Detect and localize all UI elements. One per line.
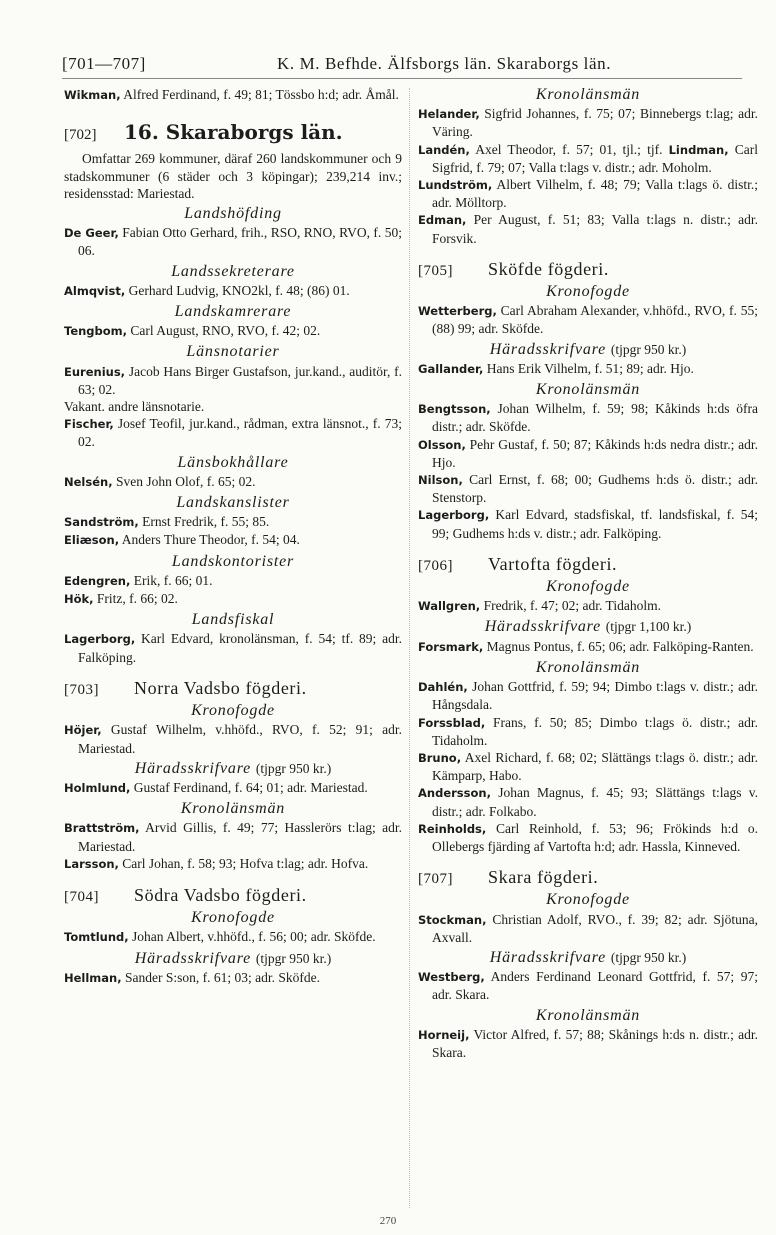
role-heading: Kronofogde [546,283,630,301]
entry-horneij [418,1026,758,1061]
role-heading: Kronolänsmän [535,658,641,676]
entry-name: Fischer, [64,417,114,432]
entry-text: Gustaf Wilhelm, v.hhöfd., RVO, f. 52; 91; adr. Mariestad. [78,722,402,756]
entry-gallander [418,360,758,378]
entry-text: Axel Richard, f. 68; 02; Slättängs t:lags ö. distr.; adr. Kämparp, Habo. [432,749,758,784]
role-heading: Landskontorister [171,552,295,570]
entry-name: De Geer, [64,226,119,241]
entry-name: Edengren, [64,573,131,588]
entry-text: Gustaf Ferdinand, f. 64; 01; adr. Mariestad. [130,779,368,795]
entry-fischer [64,415,402,450]
role-note: (tjpgr 950 kr.) [610,949,687,965]
entry-text: Christian Adolf, RVO., f. 39; 82; adr. Sjötuna, Axvall. [432,911,758,945]
role-heading: Kronolänsmän [180,800,286,818]
entry-text: Johan Magnus, f. 45; 93; Slättängs t:lags v. distr.; adr. Folkabo. [432,785,758,819]
section-title: Skara fögderi. [488,867,599,888]
entry-vakant: Vakant. andre länsnotarie. [64,399,205,415]
entry-lagerborg [64,630,402,665]
section-title: Vartofta fögderi. [488,553,618,574]
role-title: Häradsskrifvare [489,340,607,358]
role-heading: Kronofogde [546,578,630,596]
running-header [62,50,742,79]
entry-name: Eurenius, [64,364,126,379]
entry-de-geer [64,224,402,259]
entry-name: Wikman, [64,88,121,102]
role-title: Häradsskrifvare [484,618,601,636]
section-title: 16. Skaraborgs län. [124,120,343,145]
entry-name: Lagerborg, [64,632,136,647]
right-column [418,86,758,1061]
entry-lagerborg-2 [418,506,758,541]
left-column [64,86,402,987]
entry-westberg [418,968,758,1003]
role-heading: Kronolänsmän [535,86,641,103]
entry-tomtlund [64,928,402,946]
entry-text: Fritz, f. 66; 02. [93,591,178,607]
section-706-heading [418,553,758,575]
entry-edengren [64,572,402,590]
section-title: Södra Vadsbo fögderi. [134,884,307,905]
entry-name: Wallgren, [418,599,481,614]
entry-larsson [64,855,402,873]
entry-text: Albert Vilhelm, f. 48; 79; Valla t:lags ö. distr.; adr. Mölltorp. [432,177,758,211]
role-note: (tjpgr 1,100 kr.) [605,619,692,635]
entry-name: Tomtlund, [64,930,129,945]
entry-hojer [64,721,402,756]
role-heading: Kronolänsmän [535,1006,641,1024]
entry-hok [64,590,402,608]
entry-wetterberg [418,302,758,337]
entry-text: Hans Erik Vilhelm, f. 51; 89; adr. Hjo. [483,360,694,376]
entry-brattstrom [64,819,402,854]
section-title: Sköfde fögderi. [488,258,609,279]
entry-text: Fredrik, f. 47; 02; adr. Tidaholm. [480,598,661,614]
entry-name: Lagerborg, [418,508,490,523]
entry-name: Horneij, [418,1027,470,1042]
entry-name: Larsson, [64,856,119,871]
entry-forsmark [418,638,758,656]
section-number: [706] [418,557,453,574]
role-note: (tjpgr 950 kr.) [610,341,687,357]
entry-text: Sigfrid Johannes, f. 75; 07; Binnebergs t:lag; adr. Väring. [432,106,758,140]
entry-name: Westberg, [418,970,485,985]
role-heading: Landsfiskal [191,611,275,629]
entry-edman [418,211,758,246]
entry-name: Gallander, [418,361,484,376]
entry-text: Sven John Olof, f. 65; 02. [112,473,256,489]
role-title: Häradsskrifvare [134,759,252,777]
entry-name: Reinholds, [418,821,487,836]
entry-stockman [418,911,758,946]
role-heading [418,341,758,358]
entry-name: Höjer, [64,723,102,738]
entry-text: Anders Ferdinand Leonard Gottfrid, f. 57; 97; adr. Skara. [432,969,758,1003]
role-heading: Kronofogde [191,702,275,720]
entry-name: Holmlund, [64,780,131,795]
role-heading: Landssekreterare [171,262,295,280]
entry-name: Almqvist, [64,283,126,298]
role-heading [64,950,402,967]
entry-name: Brattström, [64,821,140,836]
page-number: 270 [379,1215,397,1227]
role-note: (tjpgr 950 kr.) [255,950,332,966]
entry-reinholds [418,820,758,855]
entry-name: Edman, [418,213,467,228]
section-number: [703] [64,681,99,698]
entry-name: Andersson, [418,786,491,801]
entry-text: Frans, f. 50; 85; Dimbo t:lags ö. distr.; adr. Tidaholm. [432,714,758,748]
entry-forssblad [418,714,758,749]
section-704-heading [64,884,402,906]
entry-name: Helander, [418,107,480,122]
entry-text: Alfred Ferdinand, f. 49; 81; Tössbo h:d; adr. Åmål. [120,87,399,102]
role-heading [418,949,758,966]
section-707-heading [418,869,758,888]
entry-name: Olsson, [418,437,466,452]
entry-wallgren [418,597,758,615]
role-note: (tjpgr 950 kr.) [255,760,332,776]
entry-text: Pehr Gustaf, f. 50; 87; Kåkinds h:ds nedra distr.; adr. Hjo. [432,436,758,470]
role-heading [418,618,758,635]
entry-name: Lundström, [418,178,493,193]
entry-helander [418,105,758,140]
entry-eliaeson [64,531,402,549]
entry-bruno [418,749,758,784]
entry-name: Bruno, [418,750,462,765]
entry-text: Axel Theodor, f. 57; 01, tjl.; tjf. [469,141,669,157]
entry-name: Bengtsson, [418,402,491,417]
entry-name: Dahlén, [418,680,468,695]
entry-name: Wetterberg, [418,304,497,319]
entry-dahlen [418,678,758,713]
section-number: [707] [418,871,453,888]
role-title: Häradsskrifvare [489,948,607,966]
entry-text: Carl Reinhold, f. 53; 96; Frökinds h:d o. Ollebergs fjärding af Vartofta h:d; adr. Hassla, Kinneved. [432,820,758,854]
entry-text: Carl Sigfrid, f. 79; 07; Valla t:lags v. distr.; adr. Moholm. [432,141,758,175]
entry-text: Sander S:son, f. 61; 03; adr. Sköfde. [121,969,320,985]
entry-nilson [418,471,758,506]
role-heading: Länsbokhållare [177,453,289,471]
entry-text: Fabian Otto Gerhard, frih., RSO, RNO, RVO, f. 50; 06. [78,225,402,259]
entry-name: Forssblad, [418,715,486,730]
entry-name: Landén, [418,142,470,157]
entry-text: Ernst Fredrik, f. 55; 85. [138,514,270,530]
entry-landen [418,141,758,176]
role-heading: Landshöfding [184,205,282,223]
entry-eurenius [64,363,402,398]
entry-text: Johan Gottfrid, f. 59; 94; Dimbo t:lags v. distr.; adr. Hångsdala. [432,679,758,713]
entry-text: Carl Abraham Alexander, v.hhöfd., RVO, f. 55; (88) 99; adr. Sköfde. [432,303,758,337]
entry-name: Nilson, [418,473,463,488]
entry-text: Johan Albert, v.hhöfd., f. 56; 00; adr. Sköfde. [128,929,376,945]
running-title: K. M. Befhde. Älfsborgs län. Skaraborgs län. [277,54,612,73]
county-intro: Omfattar 269 kommuner, däraf 260 landskommuner och 9 stadskommuner (6 städer och 3 köpingar); 239,214 inv.; residensstad: Mariestad. [64,151,402,201]
entry-text: Anders Thure Theodor, f. 54; 04. [119,532,300,548]
entry-text: Magnus Pontus, f. 65; 06; adr. Falköping-Ranten. [483,638,754,654]
entry-name: Eliæson, [64,533,120,548]
entry-name: Hök, [64,592,94,607]
entry-text: Johan Wilhelm, f. 59; 98; Kåkinds h:ds öfra distr.; adr. Sköfde. [432,401,758,435]
entry-text: Erik, f. 66; 01. [130,572,213,588]
section-title: Norra Vadsbo fögderi. [134,677,307,698]
entry-sandstrom [64,513,402,531]
entry-almqvist [64,282,402,300]
entry-olsson [418,436,758,471]
role-heading [64,760,402,777]
entry-hellman [64,969,402,987]
role-heading: Kronofogde [546,891,630,909]
role-heading: Kronofogde [191,909,275,927]
entry-tengbom [64,322,402,340]
entry-text: Victor Alfred, f. 57; 88; Skånings h:ds n. distr.; adr. Skara. [432,1026,758,1060]
page-range: [701—707] [62,54,146,73]
entry-text: Karl Edvard, stadsfiskal, tf. landsfiskal, f. 54; 99; Gudhems h:ds v. distr.; adr. Falköping. [432,507,758,541]
role-heading: Länsnotarier [186,343,280,361]
entry-text: Per August, f. 51; 83; Valla t:lags n. distr.; adr. Forsvik. [432,212,758,246]
entry-text: Jacob Hans Birger Gustafson, jur.kand., auditör, f. 63; 02. [78,363,402,397]
entry-name: Stockman, [418,912,487,927]
entry-wikman [64,86,402,104]
entry-andersson [418,784,758,819]
entry-text: Gerhard Ludvig, KNO2kl, f. 48; (86) 01. [125,282,350,298]
role-heading: Kronolänsmän [535,381,641,399]
role-heading: Landskanslister [176,494,290,512]
section-705-heading [418,258,758,280]
entry-name: Forsmark, [418,639,484,654]
entry-name: Tengbom, [64,324,128,339]
entry-bengtsson [418,400,758,435]
section-number: [704] [64,888,99,905]
entry-lundstrom [418,176,758,211]
entry-holmlund [64,779,402,797]
entry-name: Sandström, [64,515,139,530]
entry-text: Karl Edvard, kronolänsman, f. 54; tf. 89; adr. Falköping. [78,631,402,665]
role-title: Häradsskrifvare [134,949,252,967]
section-702-heading [64,120,402,145]
section-number: [705] [418,262,453,279]
role-heading: Landskamrerare [174,303,292,321]
section-703-heading [64,677,402,699]
entry-nelsen [64,473,402,491]
entry-name: Nelsén, [64,474,113,489]
entry-name: Lindman, [668,142,729,157]
section-number: [702] [64,127,97,144]
entry-name: Hellman, [64,970,122,985]
entry-text: Arvid Gillis, f. 49; 77; Hasslerörs t:lag; adr. Mariestad. [78,820,402,854]
entry-text: Carl August, RNO, RVO, f. 42; 02. [127,323,321,339]
entry-text: Josef Teofil, jur.kand., rådman, extra länsnot., f. 73; 02. [78,416,402,450]
column-divider [409,88,410,1208]
entry-text: Carl Ernst, f. 68; 00; Gudhems h:ds ö. distr.; adr. Stenstorp. [432,472,758,506]
entry-text: Carl Johan, f. 58; 93; Hofva t:lag; adr. Hofva. [118,855,369,871]
